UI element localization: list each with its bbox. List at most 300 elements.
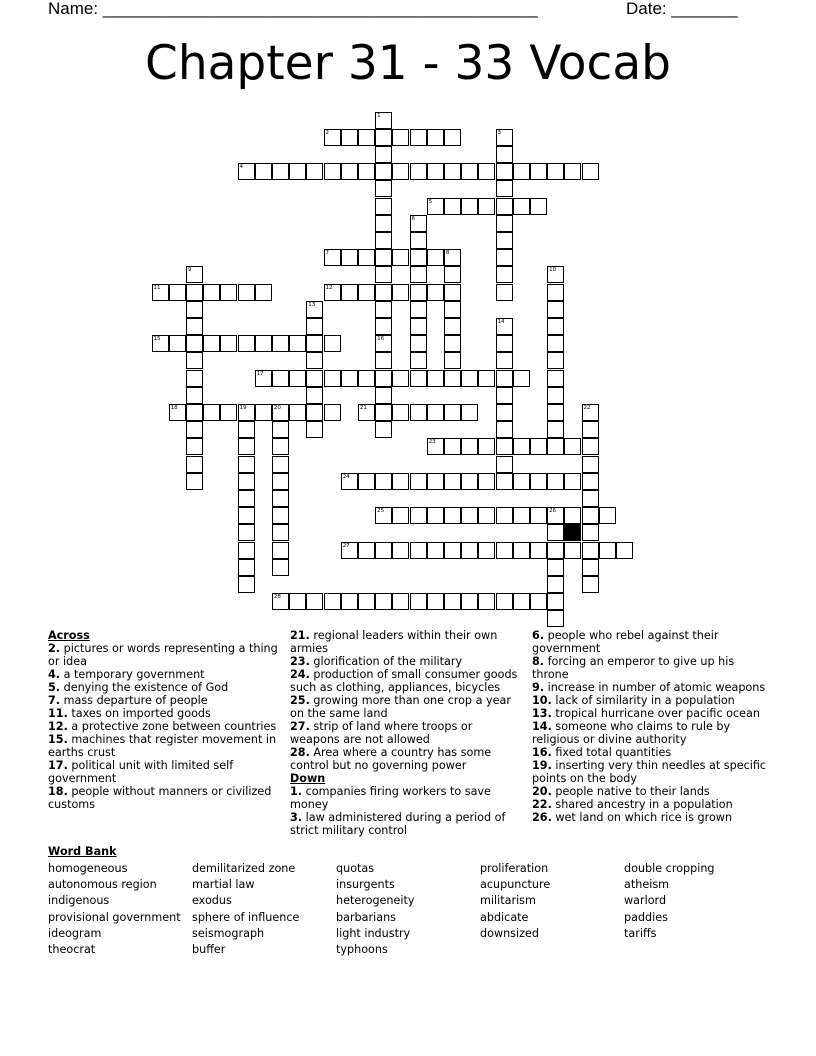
- crossword-cell[interactable]: [547, 524, 564, 541]
- crossword-cell[interactable]: [496, 129, 513, 146]
- crossword-cell[interactable]: [513, 438, 530, 455]
- crossword-cell[interactable]: [547, 576, 564, 593]
- crossword-cell[interactable]: [375, 180, 392, 197]
- crossword-cell[interactable]: [444, 370, 461, 387]
- crossword-cell[interactable]: [272, 490, 289, 507]
- crossword-cell[interactable]: [289, 404, 306, 421]
- crossword-cell[interactable]: [564, 438, 581, 455]
- crossword-cell[interactable]: [547, 610, 564, 627]
- crossword-cell[interactable]: [444, 266, 461, 283]
- crossword-cell[interactable]: [203, 335, 220, 352]
- crossword-cell[interactable]: [530, 507, 547, 524]
- clue-item-text: glorification of the military: [309, 655, 463, 668]
- crossword-cell[interactable]: [186, 335, 203, 352]
- crossword-cell[interactable]: [238, 438, 255, 455]
- crossword-cell[interactable]: [461, 404, 478, 421]
- clue-item-number: 21.: [290, 629, 310, 642]
- crossword-cell[interactable]: [461, 370, 478, 387]
- crossword-cell[interactable]: [547, 438, 564, 455]
- crossword-cell[interactable]: [599, 507, 616, 524]
- crossword-cell[interactable]: [410, 404, 427, 421]
- crossword-cell[interactable]: [375, 370, 392, 387]
- crossword-cell[interactable]: [530, 473, 547, 490]
- crossword-cell[interactable]: [427, 507, 444, 524]
- crossword-cell[interactable]: [513, 163, 530, 180]
- crossword-cell[interactable]: [582, 559, 599, 576]
- crossword-cell[interactable]: [496, 507, 513, 524]
- crossword-cell[interactable]: [272, 524, 289, 541]
- crossword-cell[interactable]: [478, 198, 495, 215]
- crossword-cell[interactable]: [547, 421, 564, 438]
- crossword-cell[interactable]: [547, 559, 564, 576]
- clue-column-1: [48, 629, 280, 811]
- crossword-cell[interactable]: [496, 198, 513, 215]
- crossword-cell[interactable]: [530, 163, 547, 180]
- crossword-cell[interactable]: [547, 370, 564, 387]
- crossword-cell[interactable]: [375, 249, 392, 266]
- crossword-cell[interactable]: [410, 129, 427, 146]
- crossword-cell[interactable]: [582, 438, 599, 455]
- crossword-cell[interactable]: [496, 232, 513, 249]
- crossword-cell[interactable]: [392, 507, 409, 524]
- crossword-cell[interactable]: [496, 438, 513, 455]
- crossword-cell[interactable]: [375, 198, 392, 215]
- crossword-cell[interactable]: [186, 266, 203, 283]
- crossword-cell[interactable]: [564, 507, 581, 524]
- crossword-cell[interactable]: [306, 370, 323, 387]
- crossword-cell[interactable]: [375, 335, 392, 352]
- crossword-cell[interactable]: [272, 370, 289, 387]
- crossword-cell[interactable]: [375, 112, 392, 129]
- crossword-cell[interactable]: [582, 456, 599, 473]
- crossword-cell[interactable]: [358, 249, 375, 266]
- crossword-cell[interactable]: [564, 163, 581, 180]
- crossword-cell[interactable]: [341, 163, 358, 180]
- crossword-cell[interactable]: [152, 284, 169, 301]
- crossword-cell[interactable]: [444, 284, 461, 301]
- crossword-cell[interactable]: [478, 542, 495, 559]
- crossword-cell[interactable]: [444, 438, 461, 455]
- crossword-cell[interactable]: [306, 335, 323, 352]
- crossword-cell[interactable]: [530, 593, 547, 610]
- crossword-cell[interactable]: [496, 318, 513, 335]
- crossword-cell[interactable]: [496, 284, 513, 301]
- crossword-cell[interactable]: [496, 215, 513, 232]
- clue-item: [532, 681, 772, 694]
- crossword-cell[interactable]: [272, 421, 289, 438]
- crossword-cell[interactable]: [547, 318, 564, 335]
- crossword-cell[interactable]: [375, 232, 392, 249]
- clue-item-number: 22.: [532, 798, 552, 811]
- crossword-cell[interactable]: [410, 507, 427, 524]
- crossword-cell[interactable]: [547, 593, 564, 610]
- crossword-cell[interactable]: [427, 284, 444, 301]
- crossword-cell[interactable]: [410, 215, 427, 232]
- crossword-cell[interactable]: [392, 593, 409, 610]
- crossword-cell[interactable]: [496, 163, 513, 180]
- crossword-cell[interactable]: [496, 266, 513, 283]
- crossword-cell[interactable]: [255, 284, 272, 301]
- crossword-cell[interactable]: [496, 249, 513, 266]
- clue-number: 15: [153, 336, 161, 343]
- crossword-cell[interactable]: [547, 284, 564, 301]
- clue-item-text: someone who claims to rule by religious or divine authority: [532, 720, 731, 746]
- crossword-cell[interactable]: [582, 524, 599, 541]
- crossword-cell[interactable]: [616, 542, 633, 559]
- crossword-cell[interactable]: [427, 542, 444, 559]
- crossword-cell[interactable]: [530, 198, 547, 215]
- crossword-cell[interactable]: [496, 370, 513, 387]
- crossword-cell[interactable]: [427, 129, 444, 146]
- crossword-cell[interactable]: [375, 404, 392, 421]
- crossword-cell[interactable]: [375, 542, 392, 559]
- crossword-cell[interactable]: [358, 370, 375, 387]
- crossword-cell[interactable]: [272, 438, 289, 455]
- crossword-cell[interactable]: [461, 473, 478, 490]
- crossword-cell[interactable]: [410, 232, 427, 249]
- crossword-cell[interactable]: [358, 542, 375, 559]
- crossword-cell[interactable]: [238, 576, 255, 593]
- crossword-cell[interactable]: [427, 249, 444, 266]
- crossword-cell[interactable]: [289, 335, 306, 352]
- crossword-cell[interactable]: [238, 284, 255, 301]
- crossword-cell[interactable]: [306, 301, 323, 318]
- clue-item-text: regional leaders within their own armies: [290, 629, 498, 655]
- crossword-cell[interactable]: [238, 404, 255, 421]
- crossword-cell[interactable]: [427, 370, 444, 387]
- crossword-cell[interactable]: [220, 404, 237, 421]
- crossword-cell[interactable]: [169, 404, 186, 421]
- crossword-cell[interactable]: [582, 490, 599, 507]
- crossword-cell[interactable]: [444, 198, 461, 215]
- crossword-cell[interactable]: [238, 542, 255, 559]
- crossword-cell[interactable]: [152, 335, 169, 352]
- clue-item-text: mass departure of people: [60, 694, 208, 707]
- crossword-cell[interactable]: [255, 163, 272, 180]
- crossword-cell[interactable]: [478, 473, 495, 490]
- crossword-cell[interactable]: [478, 370, 495, 387]
- crossword-cell[interactable]: [272, 473, 289, 490]
- crossword-cell[interactable]: [324, 163, 341, 180]
- crossword-cell[interactable]: [410, 266, 427, 283]
- clue-item-text: inserting very thin needles at specific points on the body: [532, 759, 767, 785]
- crossword-cell[interactable]: [375, 215, 392, 232]
- crossword-cell[interactable]: [341, 473, 358, 490]
- crossword-cell[interactable]: [203, 284, 220, 301]
- crossword-cell[interactable]: [427, 198, 444, 215]
- crossword-cell[interactable]: [272, 163, 289, 180]
- crossword-cell[interactable]: [341, 542, 358, 559]
- crossword-cell[interactable]: [427, 438, 444, 455]
- crossword-cell[interactable]: [496, 593, 513, 610]
- crossword-cell[interactable]: [461, 163, 478, 180]
- crossword-cell[interactable]: [220, 335, 237, 352]
- crossword-cell[interactable]: [324, 249, 341, 266]
- crossword-cell[interactable]: [392, 542, 409, 559]
- crossword-cell[interactable]: [186, 438, 203, 455]
- crossword-cell[interactable]: [427, 473, 444, 490]
- crossword-cell[interactable]: [186, 387, 203, 404]
- crossword-cell[interactable]: [272, 542, 289, 559]
- crossword-cell[interactable]: [513, 370, 530, 387]
- crossword-cell[interactable]: [410, 473, 427, 490]
- crossword-cell[interactable]: [410, 593, 427, 610]
- crossword-cell[interactable]: [238, 163, 255, 180]
- clue-item-text: growing more than one crop a year on the same land: [290, 694, 511, 720]
- clue-item: [290, 629, 522, 655]
- crossword-cell[interactable]: [444, 542, 461, 559]
- crossword-cell[interactable]: [410, 335, 427, 352]
- crossword-cell[interactable]: [272, 456, 289, 473]
- crossword-cell[interactable]: [427, 163, 444, 180]
- crossword-cell[interactable]: [341, 593, 358, 610]
- crossword-cell[interactable]: [324, 370, 341, 387]
- word-bank-item: abdicate: [480, 910, 529, 924]
- crossword-cell[interactable]: [272, 593, 289, 610]
- crossword-cell[interactable]: [547, 507, 564, 524]
- crossword-cell[interactable]: [547, 163, 564, 180]
- crossword-cell[interactable]: [513, 593, 530, 610]
- crossword-cell[interactable]: [375, 593, 392, 610]
- crossword-cell[interactable]: [547, 301, 564, 318]
- crossword-cell[interactable]: [513, 542, 530, 559]
- word-bank-column: [192, 861, 336, 958]
- crossword-cell[interactable]: [444, 352, 461, 369]
- crossword-cell[interactable]: [306, 318, 323, 335]
- crossword-cell[interactable]: [410, 249, 427, 266]
- crossword-cell[interactable]: [444, 249, 461, 266]
- crossword-cell[interactable]: [582, 542, 599, 559]
- clue-item: [48, 785, 280, 811]
- crossword-cell[interactable]: [255, 335, 272, 352]
- crossword-cell[interactable]: [272, 559, 289, 576]
- crossword-cell[interactable]: [461, 438, 478, 455]
- crossword-cell[interactable]: [306, 421, 323, 438]
- crossword-cell[interactable]: [358, 284, 375, 301]
- crossword-cell[interactable]: [461, 507, 478, 524]
- crossword-cell[interactable]: [547, 335, 564, 352]
- crossword-cell[interactable]: [582, 473, 599, 490]
- crossword-cell[interactable]: [410, 542, 427, 559]
- crossword-cell[interactable]: [410, 370, 427, 387]
- crossword-cell[interactable]: [444, 129, 461, 146]
- crossword-cell[interactable]: [358, 129, 375, 146]
- crossword-cell[interactable]: [547, 404, 564, 421]
- crossword-cell[interactable]: [238, 421, 255, 438]
- crossword-cell[interactable]: [358, 163, 375, 180]
- crossword-cell[interactable]: [186, 284, 203, 301]
- clue-number: 17: [256, 370, 264, 377]
- crossword-cell[interactable]: [341, 129, 358, 146]
- crossword-cell[interactable]: [255, 404, 272, 421]
- crossword-cell[interactable]: [582, 576, 599, 593]
- crossword-cell[interactable]: [410, 301, 427, 318]
- crossword-cell[interactable]: [324, 284, 341, 301]
- crossword-cell[interactable]: [375, 146, 392, 163]
- crossword-cell[interactable]: [324, 129, 341, 146]
- crossword-cell[interactable]: [582, 404, 599, 421]
- crossword-cell[interactable]: [582, 421, 599, 438]
- crossword-cell[interactable]: [375, 352, 392, 369]
- crossword-cell[interactable]: [496, 335, 513, 352]
- crossword-cell[interactable]: [496, 473, 513, 490]
- crossword-cell[interactable]: [324, 593, 341, 610]
- crossword-cell[interactable]: [392, 284, 409, 301]
- crossword-cell[interactable]: [496, 456, 513, 473]
- crossword-cell[interactable]: [375, 129, 392, 146]
- crossword-cell[interactable]: [478, 593, 495, 610]
- crossword-cell[interactable]: [547, 473, 564, 490]
- crossword-cell[interactable]: [392, 163, 409, 180]
- crossword-cell[interactable]: [324, 404, 341, 421]
- crossword-cell[interactable]: [375, 301, 392, 318]
- crossword-cell[interactable]: [341, 370, 358, 387]
- crossword-cell[interactable]: [358, 593, 375, 610]
- crossword-cell[interactable]: [599, 542, 616, 559]
- crossword-cell[interactable]: [444, 593, 461, 610]
- crossword-cell[interactable]: [238, 473, 255, 490]
- crossword-cell[interactable]: [375, 163, 392, 180]
- crossword-cell[interactable]: [186, 370, 203, 387]
- crossword-cell[interactable]: [238, 490, 255, 507]
- clue-item-number: 25.: [290, 694, 310, 707]
- crossword-cell[interactable]: [478, 163, 495, 180]
- crossword-cell[interactable]: [186, 352, 203, 369]
- crossword-cell[interactable]: [547, 266, 564, 283]
- crossword-cell[interactable]: [272, 404, 289, 421]
- crossword-cell[interactable]: [203, 404, 220, 421]
- crossword-cell[interactable]: [306, 404, 323, 421]
- word-bank-item: indigenous: [48, 894, 110, 908]
- crossword-cell[interactable]: [375, 473, 392, 490]
- crossword-cell[interactable]: [461, 542, 478, 559]
- crossword-cell[interactable]: [272, 335, 289, 352]
- crossword-cell[interactable]: [564, 473, 581, 490]
- crossword-cell[interactable]: [358, 473, 375, 490]
- crossword-cell[interactable]: [410, 318, 427, 335]
- crossword-cell[interactable]: [186, 404, 203, 421]
- crossword-cell[interactable]: [392, 404, 409, 421]
- crossword-cell[interactable]: [289, 370, 306, 387]
- crossword-cell[interactable]: [375, 318, 392, 335]
- clue-number: 21: [359, 404, 367, 411]
- crossword-cell[interactable]: [169, 284, 186, 301]
- crossword-cell[interactable]: [375, 387, 392, 404]
- crossword-cell[interactable]: [427, 593, 444, 610]
- crossword-cell[interactable]: [186, 456, 203, 473]
- crossword-cell[interactable]: [496, 387, 513, 404]
- clue-item-number: 13.: [532, 707, 552, 720]
- crossword-cell[interactable]: [444, 335, 461, 352]
- crossword-cell[interactable]: [444, 301, 461, 318]
- crossword-cell[interactable]: [238, 559, 255, 576]
- crossword-cell[interactable]: [410, 163, 427, 180]
- crossword-cell[interactable]: [392, 129, 409, 146]
- crossword-cell[interactable]: [392, 473, 409, 490]
- crossword-cell[interactable]: [375, 421, 392, 438]
- crossword-cell[interactable]: [478, 438, 495, 455]
- word-bank-item: ideogram: [48, 926, 102, 940]
- crossword-cell[interactable]: [238, 507, 255, 524]
- crossword-cell[interactable]: [238, 524, 255, 541]
- crossword-cell[interactable]: [392, 370, 409, 387]
- crossword-cell[interactable]: [496, 404, 513, 421]
- crossword-cell[interactable]: [186, 301, 203, 318]
- crossword-cell[interactable]: [410, 284, 427, 301]
- crossword-cell[interactable]: [238, 456, 255, 473]
- crossword-cell[interactable]: [513, 473, 530, 490]
- clue-item-number: 24.: [290, 668, 310, 681]
- word-bank-heading: Word Bank: [48, 845, 117, 858]
- word-bank-item: sphere of influence: [192, 910, 300, 924]
- clue-number: 1: [377, 112, 381, 119]
- crossword-cell[interactable]: [289, 593, 306, 610]
- crossword-cell[interactable]: [547, 387, 564, 404]
- crossword-cell[interactable]: [444, 473, 461, 490]
- crossword-cell[interactable]: [530, 438, 547, 455]
- crossword-cell[interactable]: [582, 507, 599, 524]
- crossword-cell[interactable]: [496, 146, 513, 163]
- crossword-cell[interactable]: [513, 198, 530, 215]
- crossword-cell[interactable]: [547, 352, 564, 369]
- crossword-cell[interactable]: [375, 266, 392, 283]
- crossword-cell[interactable]: [496, 542, 513, 559]
- crossword-cell[interactable]: [186, 421, 203, 438]
- crossword-cell[interactable]: [169, 335, 186, 352]
- crossword-cell[interactable]: [444, 318, 461, 335]
- crossword-cell[interactable]: [306, 593, 323, 610]
- crossword-cell[interactable]: [513, 507, 530, 524]
- crossword-cell[interactable]: [306, 352, 323, 369]
- crossword-cell[interactable]: [358, 404, 375, 421]
- crossword-cell[interactable]: [220, 284, 237, 301]
- crossword-cell[interactable]: [375, 284, 392, 301]
- crossword-cell[interactable]: [530, 542, 547, 559]
- crossword-cell[interactable]: [272, 507, 289, 524]
- crossword-cell[interactable]: [461, 593, 478, 610]
- crossword-cell[interactable]: [496, 352, 513, 369]
- crossword-cell[interactable]: [186, 318, 203, 335]
- crossword-cell[interactable]: [255, 370, 272, 387]
- crossword-cell[interactable]: [341, 284, 358, 301]
- crossword-cell[interactable]: [564, 542, 581, 559]
- clue-item-text: taxes on imported goods: [67, 707, 211, 720]
- crossword-cell[interactable]: [478, 507, 495, 524]
- crossword-cell[interactable]: [582, 163, 599, 180]
- crossword-cell[interactable]: [444, 507, 461, 524]
- crossword-cell[interactable]: [444, 404, 461, 421]
- word-bank-item: double cropping: [624, 862, 715, 875]
- crossword-cell[interactable]: [238, 335, 255, 352]
- crossword-cell[interactable]: [341, 249, 358, 266]
- crossword-cell[interactable]: [547, 542, 564, 559]
- crossword-cell[interactable]: [444, 163, 461, 180]
- clue-item: [290, 746, 522, 772]
- crossword-cell[interactable]: [289, 163, 306, 180]
- crossword-cell[interactable]: [410, 352, 427, 369]
- crossword-cell[interactable]: [461, 198, 478, 215]
- crossword-cell[interactable]: [427, 404, 444, 421]
- crossword-cell[interactable]: [496, 180, 513, 197]
- crossword-cell[interactable]: [306, 163, 323, 180]
- crossword-cell[interactable]: [375, 507, 392, 524]
- clue-item: [290, 720, 522, 746]
- crossword-cell[interactable]: [324, 335, 341, 352]
- crossword-cell[interactable]: [306, 387, 323, 404]
- crossword-cell[interactable]: [392, 249, 409, 266]
- crossword-cell[interactable]: [496, 421, 513, 438]
- crossword-cell[interactable]: [186, 473, 203, 490]
